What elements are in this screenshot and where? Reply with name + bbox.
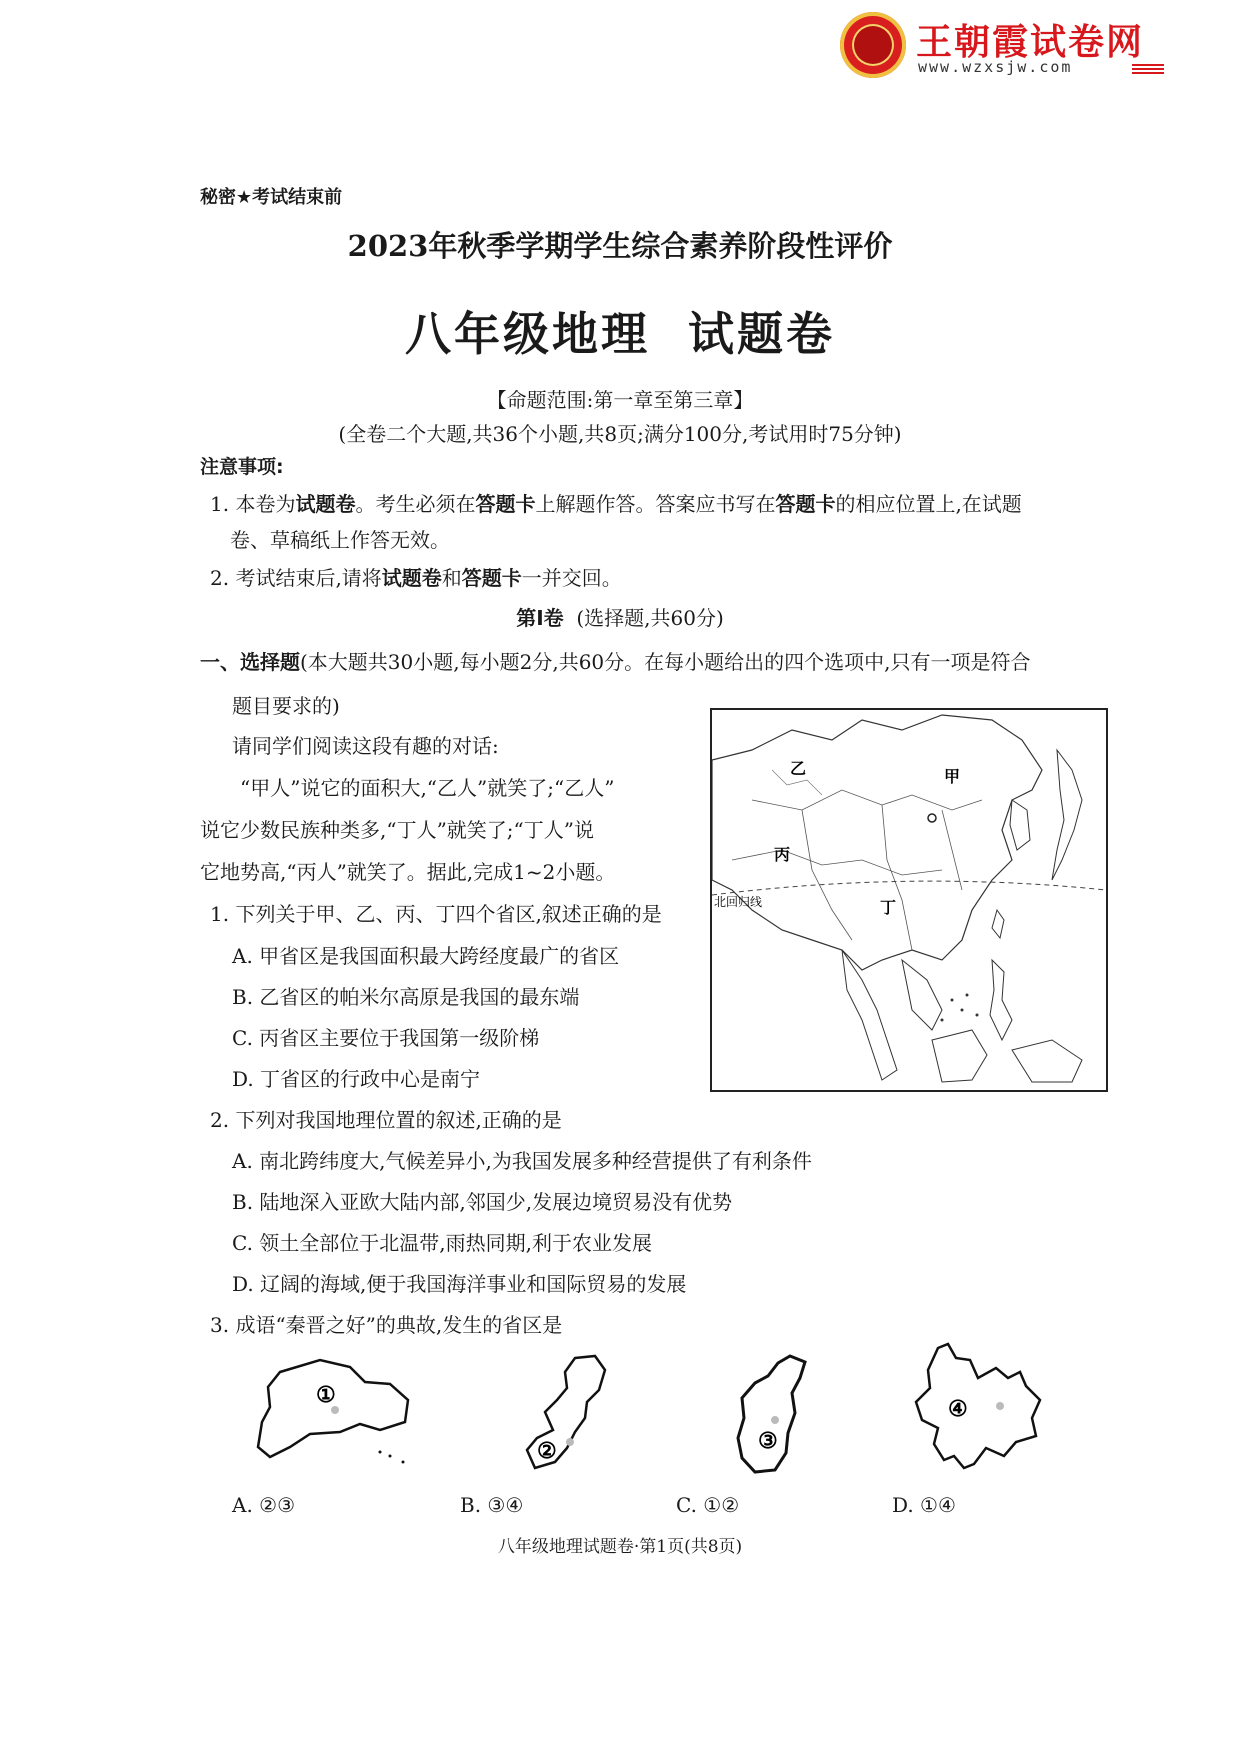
- seal-icon: [840, 12, 906, 78]
- part1-heading: 一、选择题(本大题共30小题,每小题2分,共60分。在每小题给出的四个选项中,只有一项是符合: [200, 650, 1031, 674]
- shape-label-3: ③: [758, 1428, 778, 1454]
- page-footer: 八年级地理试题卷·第1页(共8页): [497, 1537, 743, 1557]
- map-label-tropic: 北回归线: [714, 895, 763, 909]
- q2-option-c: C. 领土全部位于北温带,雨热同期,利于农业发展: [232, 1231, 653, 1255]
- intro-line-1: 请同学们阅读这段有趣的对话:: [232, 734, 499, 758]
- q1-option-d: D. 丁省区的行政中心是南宁: [232, 1067, 481, 1091]
- part1-desc-cont: 题目要求的): [232, 694, 340, 718]
- section-title: 第Ⅰ卷 (选择题,共60分): [516, 606, 724, 630]
- province-shape-1: [240, 1352, 420, 1472]
- china-map: [710, 708, 1108, 1092]
- q2-option-b: B. 陆地深入亚欧大陆内部,邻国少,发展边境贸易没有优势: [232, 1190, 733, 1214]
- map-label-bing: 丙: [774, 845, 791, 864]
- province-shape-2: [515, 1350, 625, 1475]
- site-logo: [840, 12, 1160, 78]
- exam-title: 2023年秋季学期学生综合素养阶段性评价: [347, 229, 893, 263]
- map-label-jia: 甲: [944, 767, 961, 786]
- province-shape-4: [908, 1338, 1058, 1478]
- q2-option-a: A. 南北跨纬度大,气候差异小,为我国发展多种经营提供了有利条件: [232, 1149, 812, 1173]
- shape-label-1: ①: [316, 1382, 336, 1408]
- exam-subtitle: 八年级地理 试题卷: [404, 307, 836, 361]
- q2-option-d: D. 辽阔的海域,便于我国海洋事业和国际贸易的发展: [232, 1272, 687, 1296]
- q3-option-d: D. ①④: [892, 1493, 956, 1517]
- q2-stem: 2. 下列对我国地理位置的叙述,正确的是: [210, 1108, 562, 1132]
- paper-info: (全卷二个大题,共36个小题,共8页;满分100分,考试用时75分钟): [338, 422, 902, 446]
- logo-name: 王朝霞试卷网: [916, 22, 1145, 63]
- q3-option-b: B. ③④: [460, 1493, 524, 1517]
- q1-option-c: C. 丙省区主要位于我国第一级阶梯: [232, 1026, 540, 1050]
- intro-line-3: 说它少数民族种类多,“丁人”就笑了;“丁人”说: [200, 818, 594, 842]
- map-label-ding: 丁: [880, 898, 897, 917]
- q1-option-b: B. 乙省区的帕米尔高原是我国的最东端: [232, 985, 580, 1009]
- q3-option-c: C. ①②: [676, 1493, 740, 1517]
- shape-label-4: ④: [948, 1396, 968, 1422]
- q3-option-a: A. ②③: [232, 1493, 296, 1517]
- q1-option-a: A. 甲省区是我国面积最大跨经度最广的省区: [232, 944, 620, 968]
- logo-url: www.wzxsjw.com: [918, 58, 1073, 76]
- exam-scope: 【命题范围:第一章至第三章】: [486, 388, 754, 412]
- map-svg: [712, 710, 1106, 1090]
- notes-heading: 注意事项:: [200, 456, 284, 478]
- intro-line-4: 它地势高,“丙人”就笑了。据此,完成1~2小题。: [200, 860, 616, 884]
- note-item-1-cont: 卷、草稿纸上作答无效。: [230, 528, 450, 552]
- intro-line-2: “甲人”说它的面积大,“乙人”就笑了;“乙人”: [240, 776, 615, 800]
- note-item-2: 2. 考试结束后,请将试题卷和答题卡一并交回。: [210, 566, 622, 590]
- logo-stripes: [1132, 64, 1164, 76]
- map-label-yi: 乙: [790, 759, 807, 778]
- secret-label: 秘密★考试结束前: [200, 187, 343, 208]
- province-shape-3: [720, 1348, 820, 1478]
- q1-stem: 1. 下列关于甲、乙、丙、丁四个省区,叙述正确的是: [210, 902, 662, 926]
- shape-label-2: ②: [537, 1438, 557, 1464]
- q3-stem: 3. 成语“秦晋之好”的典故,发生的省区是: [210, 1313, 563, 1337]
- note-item-1: 1. 本卷为试题卷。考生必须在答题卡上解题作答。答案应书写在答题卡的相应位置上,在试题: [210, 492, 1022, 516]
